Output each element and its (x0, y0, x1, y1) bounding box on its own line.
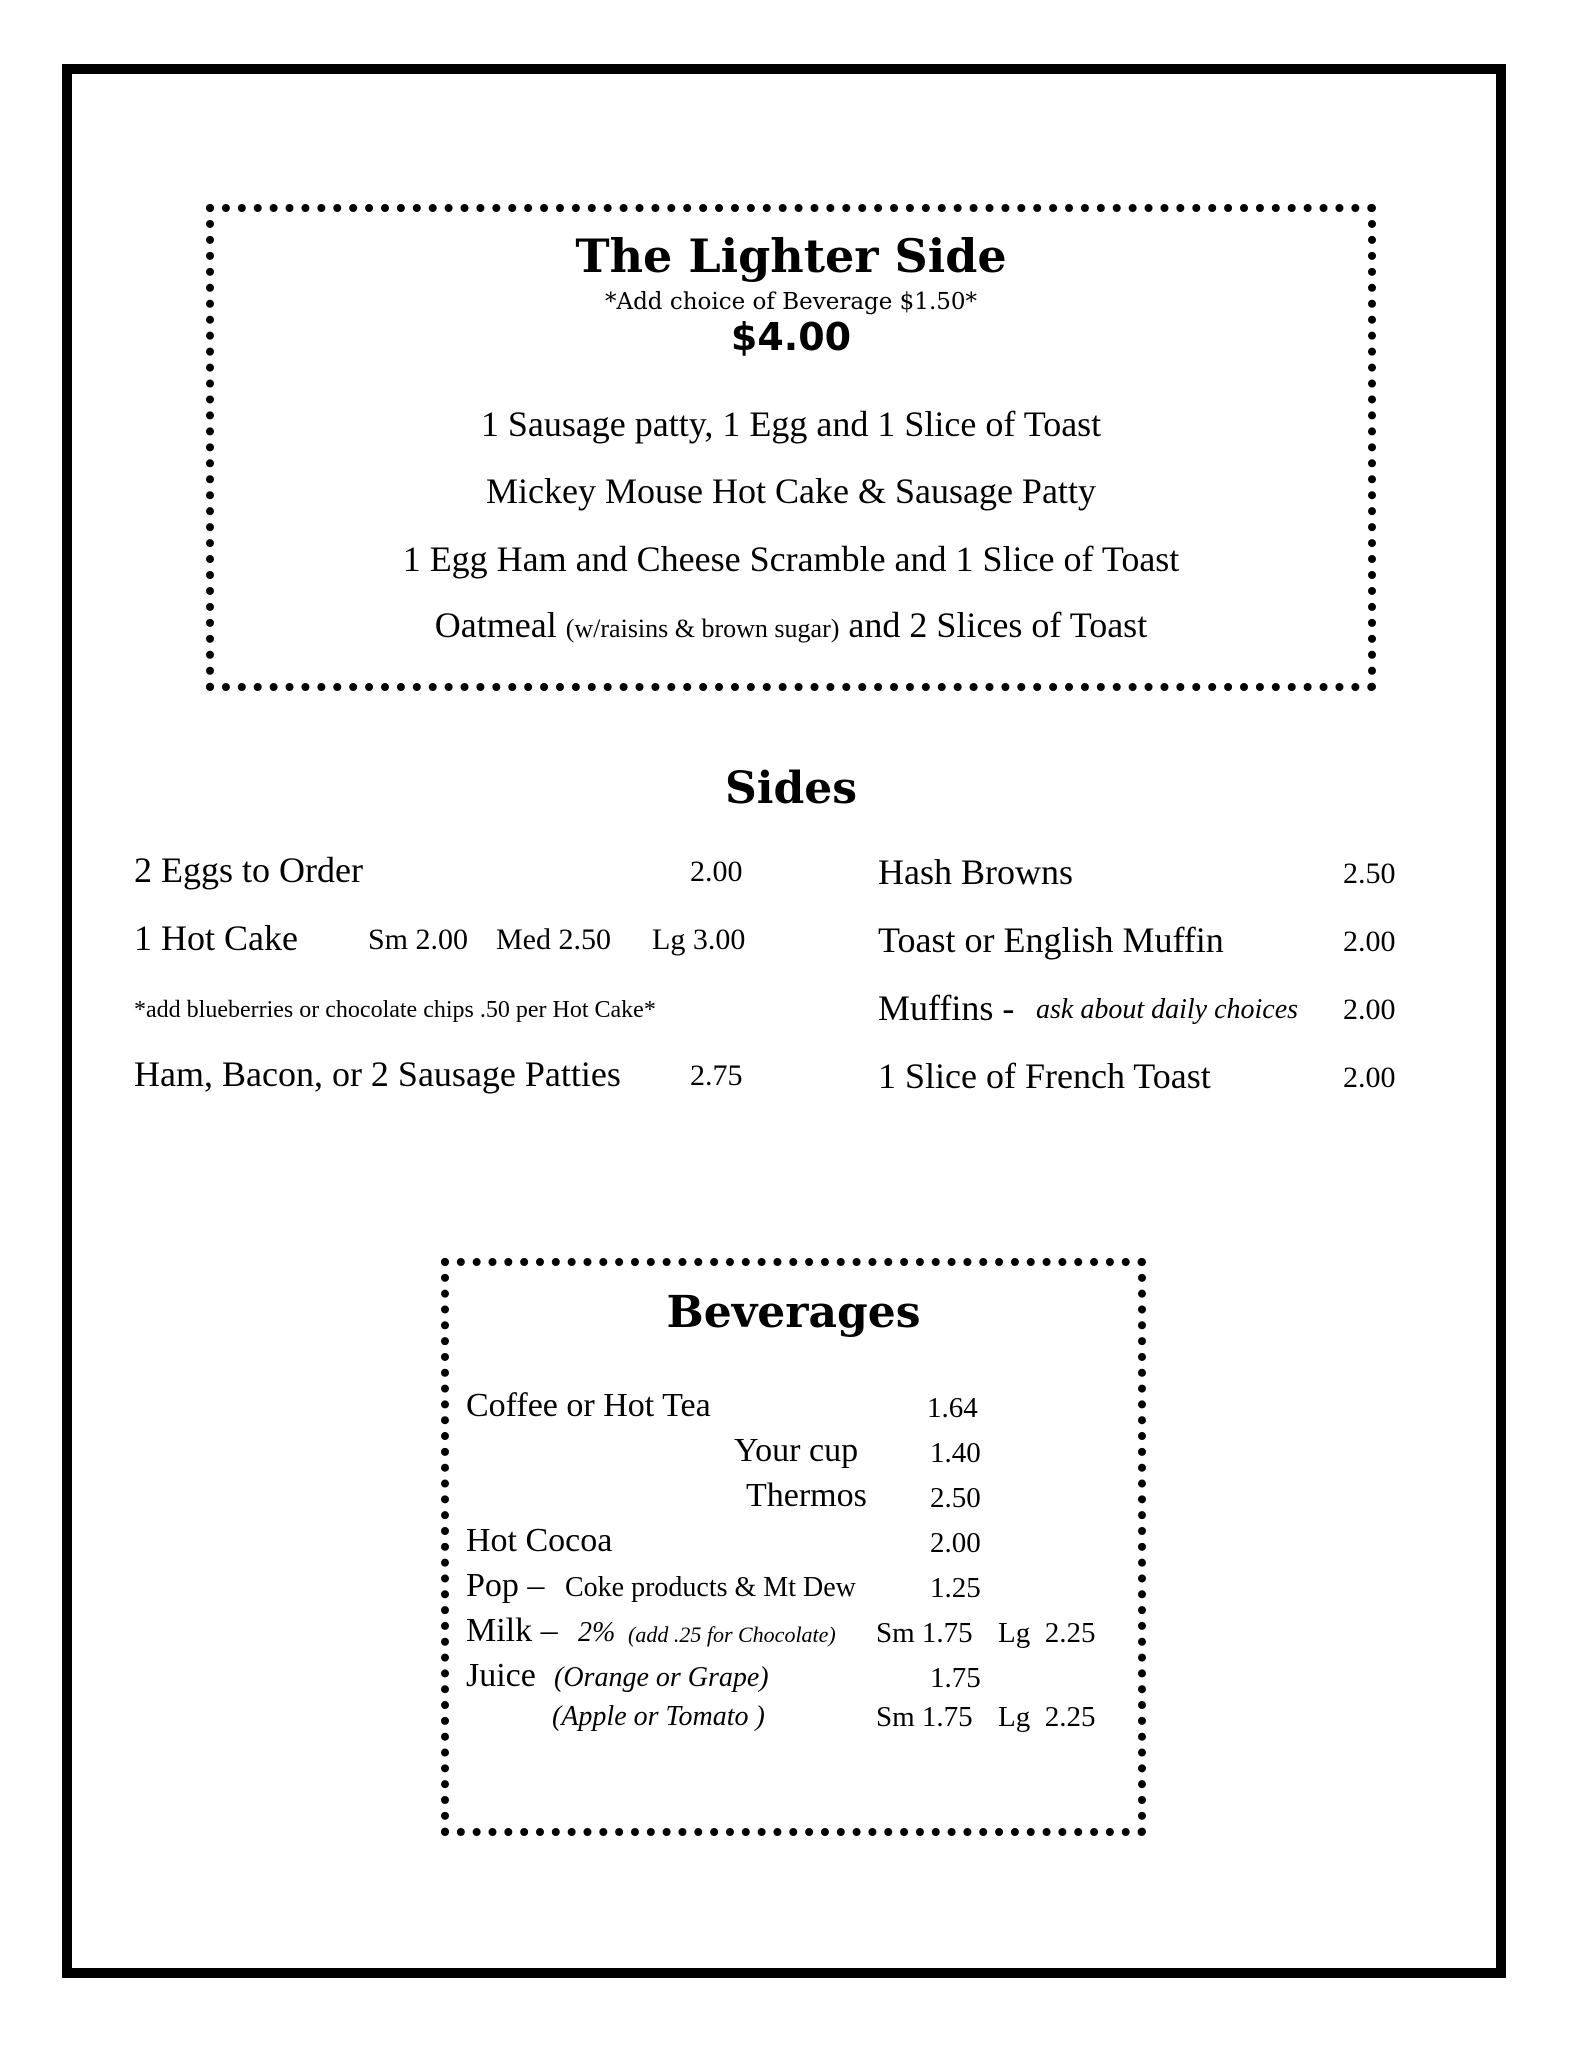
beverage-addon-note: *Add choice of Beverage $1.50* (604, 289, 978, 315)
beverage-price: 1.40 (930, 1437, 981, 1469)
beverage-detail: Coke products & Mt Dew (565, 1572, 856, 1603)
side-item-price: 2.00 (1343, 925, 1396, 958)
beverage-name: Thermos (746, 1477, 867, 1514)
hotcake-small-price: Sm 2.00 (368, 923, 469, 956)
beverage-name: Hot Cocoa (466, 1522, 613, 1559)
side-item-name: Ham, Bacon, or 2 Sausage Patties (134, 1054, 621, 1094)
side-item-price: 2.50 (1343, 857, 1396, 890)
beverage-price: 1.25 (930, 1572, 981, 1604)
milk-note: (add .25 for Chocolate) (628, 1622, 836, 1647)
sides-title: Sides (724, 763, 858, 814)
beverages-title: Beverages (666, 1287, 921, 1338)
lighter-item-oatmeal (214, 603, 1368, 651)
oatmeal-detail: (w/raisins & brown sugar) (565, 614, 840, 643)
beverage-name: Coffee or Hot Tea (466, 1387, 711, 1424)
juice-large-price: Lg 2.25 (998, 1701, 1096, 1733)
oatmeal-rest: and 2 Slices of Toast (848, 605, 1148, 645)
lighter-side-title: The Lighter Side (575, 229, 1007, 283)
beverage-price: 1.75 (930, 1662, 981, 1694)
lighter-side-price: $4.00 (730, 315, 852, 359)
beverage-price: 1.64 (927, 1392, 978, 1424)
beverage-name: Your cup (734, 1432, 859, 1469)
hotcake-medium-price: Med 2.50 (496, 923, 611, 956)
beverage-price: 2.50 (930, 1482, 981, 1514)
lighter-item: Mickey Mouse Hot Cake & Sausage Patty (486, 471, 1096, 511)
side-item-price: 2.00 (1343, 993, 1396, 1026)
beverage-name: Pop – (466, 1567, 545, 1604)
side-item-name: 1 Slice of French Toast (878, 1056, 1211, 1096)
beverage-price: 2.00 (930, 1527, 981, 1559)
hotcake-addon-note: *add blueberries or chocolate chips .50 per Hot Cake* (134, 997, 656, 1023)
side-item-name: 1 Hot Cake (134, 918, 298, 958)
side-item-name: Hash Browns (878, 852, 1073, 892)
beverage-name: Milk – (466, 1612, 558, 1649)
milk-large-price: Lg 2.25 (998, 1617, 1096, 1649)
oatmeal-name: Oatmeal (434, 605, 557, 645)
hotcake-large-price: Lg 3.00 (652, 923, 746, 956)
milk-detail: 2% (578, 1617, 616, 1648)
muffins-detail: ask about daily choices (1036, 994, 1299, 1025)
side-item-name: Muffins - (878, 988, 1015, 1028)
side-item-price: 2.75 (690, 1059, 743, 1092)
milk-small-price: Sm 1.75 (876, 1617, 973, 1649)
beverage-name: Juice (466, 1657, 536, 1694)
side-item-name: Toast or English Muffin (878, 920, 1224, 960)
lighter-item: 1 Sausage patty, 1 Egg and 1 Slice of Toast (480, 404, 1102, 444)
juice-detail-2: (Apple or Tomato ) (552, 1701, 765, 1732)
side-item-name: 2 Eggs to Order (134, 850, 363, 890)
side-item-price: 2.00 (1343, 1061, 1396, 1094)
side-item-price: 2.00 (690, 855, 743, 888)
juice-detail: (Orange or Grape) (554, 1662, 769, 1693)
lighter-item: 1 Egg Ham and Cheese Scramble and 1 Slice of Toast (402, 539, 1180, 579)
lighter-side-box (206, 204, 1376, 691)
juice-small-price: Sm 1.75 (876, 1701, 973, 1733)
